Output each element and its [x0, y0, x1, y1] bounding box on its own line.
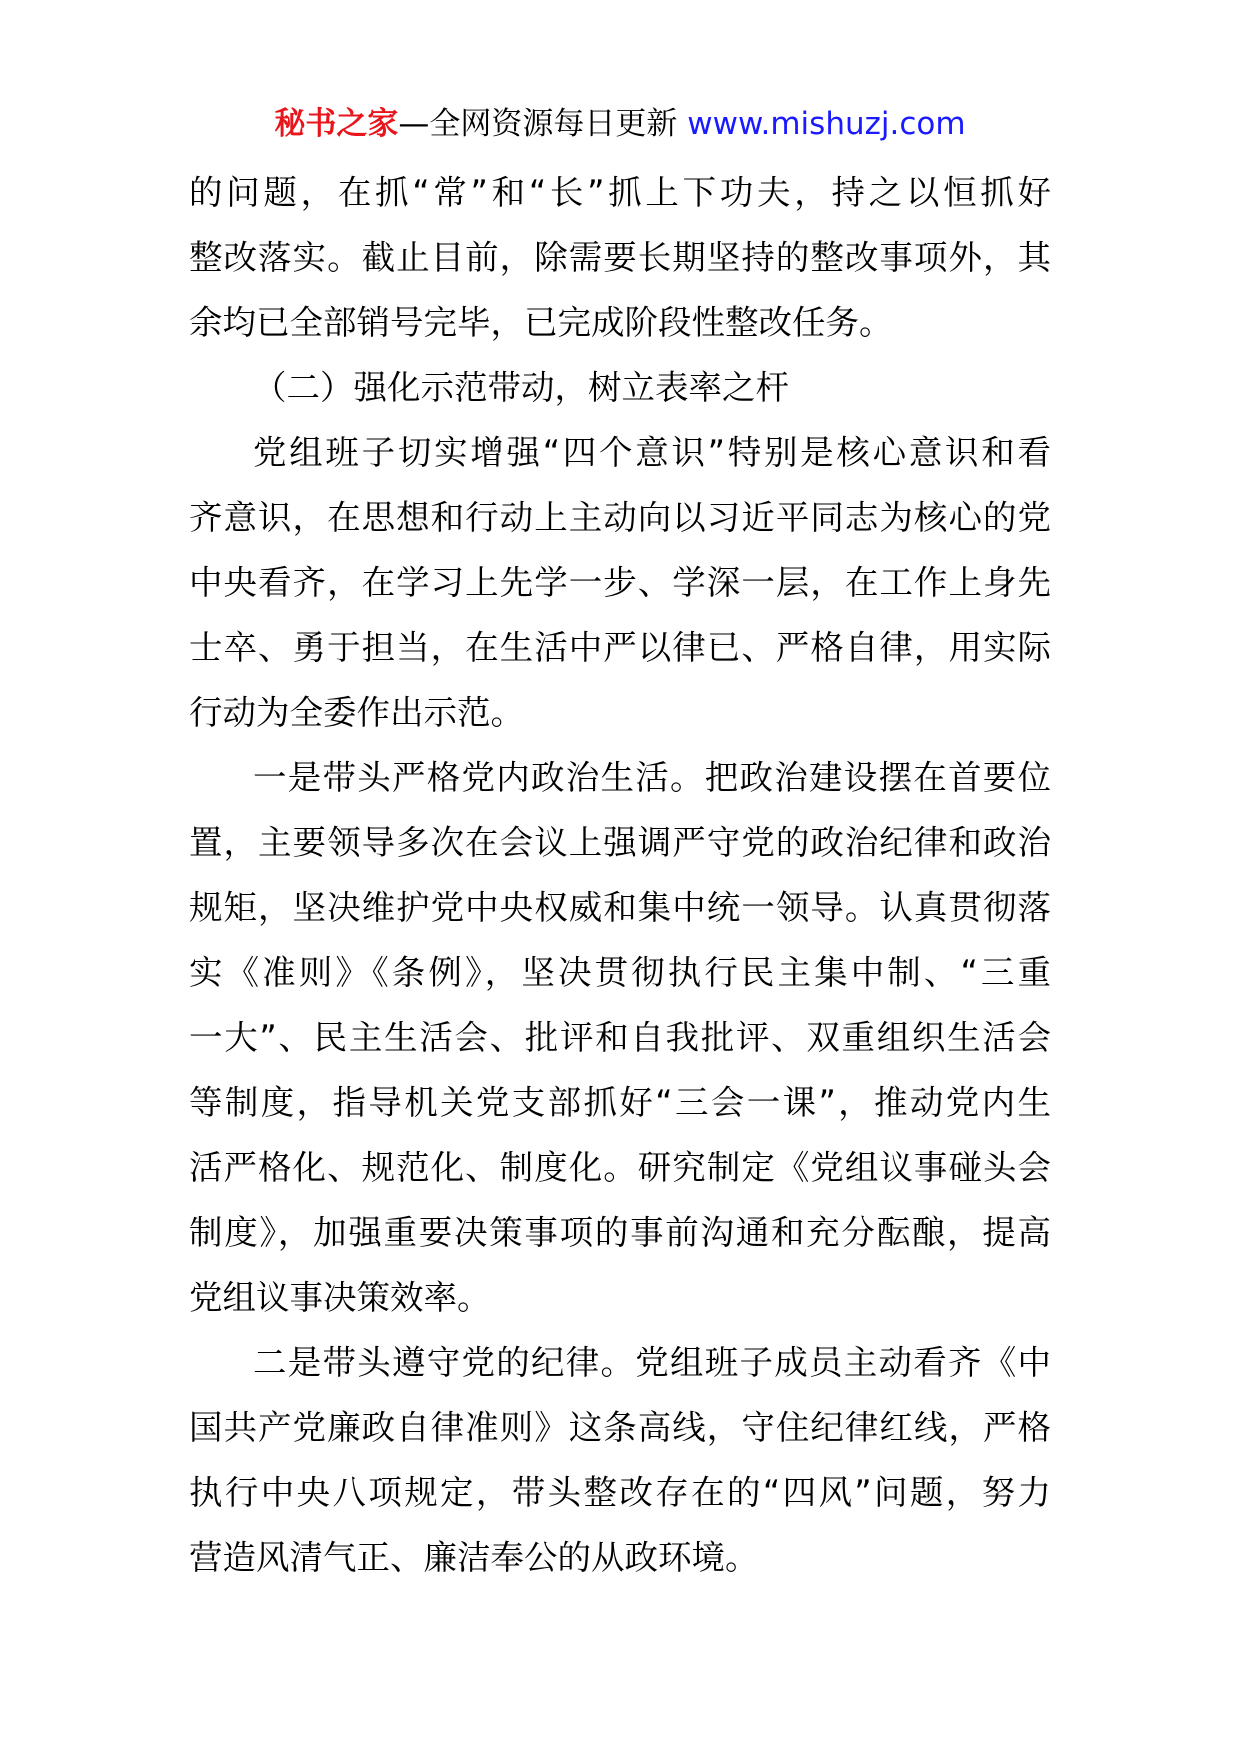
paragraph-line: 中央看齐，在学习上先学一步、学深一层，在工作上身先: [189, 563, 1051, 602]
document-body: [189, 160, 1051, 1590]
section-heading: （二）强化示范带动，树立表率之杆: [253, 368, 789, 407]
paragraph-line: 实《准则》《条例》，坚决贯彻执行民主集中制、“三重: [189, 953, 1051, 992]
paragraph-line: 国共产党廉政自律准则》这条高线，守住纪律红线，严格: [189, 1408, 1051, 1447]
paragraph-line: 等制度，指导机关党支部抓好“三会一课”，推动党内生: [189, 1083, 1051, 1122]
paragraph-line: 营造风清气正、廉洁奉公的从政环境。: [189, 1538, 759, 1577]
header-tagline: —全网资源每日更新: [398, 106, 688, 142]
paragraph-line: 置，主要领导多次在会议上强调严守党的政治纪律和政治: [189, 823, 1051, 862]
paragraph-line: 余均已全部销号完毕，已完成阶段性整改任务。: [189, 303, 893, 342]
paragraph-line: 整改落实。截止目前，除需要长期坚持的整改事项外，其: [189, 238, 1051, 277]
paragraph-line: 规矩，坚决维护党中央权威和集中统一领导。认真贯彻落: [189, 888, 1051, 927]
paragraph-line: 一是带头严格党内政治生活。把政治建设摆在首要位: [253, 758, 1051, 797]
brand-name: 秘书之家: [274, 106, 399, 142]
paragraph-line: 活严格化、规范化、制度化。研究制定《党组议事碰头会: [189, 1148, 1051, 1187]
paragraph-line: 党组议事决策效率。: [189, 1278, 491, 1317]
paragraph-line: 的问题，在抓“常”和“长”抓上下功夫，持之以恒抓好: [189, 173, 1051, 212]
paragraph-line: 行动为全委作出示范。: [189, 693, 524, 732]
paragraph-line: 党组班子切实增强“四个意识”特别是核心意识和看: [253, 433, 1051, 472]
paragraph-line: 制度》，加强重要决策事项的事前沟通和充分酝酿，提高: [189, 1213, 1051, 1252]
watermark-header: [0, 102, 1240, 146]
paragraph-line: 执行中央八项规定，带头整改存在的“四风”问题，努力: [189, 1473, 1051, 1512]
paragraph-line: 士卒、勇于担当，在生活中严以律已、严格自律，用实际: [189, 628, 1051, 667]
paragraph-line: 二是带头遵守党的纪律。党组班子成员主动看齐《中: [253, 1343, 1051, 1382]
paragraph-line: 齐意识，在思想和行动上主动向以习近平同志为核心的党: [189, 498, 1051, 537]
paragraph-line: 一大”、民主生活会、批评和自我批评、双重组织生活会: [189, 1018, 1051, 1057]
site-url-link[interactable]: www.mishuzj.com: [687, 106, 966, 142]
